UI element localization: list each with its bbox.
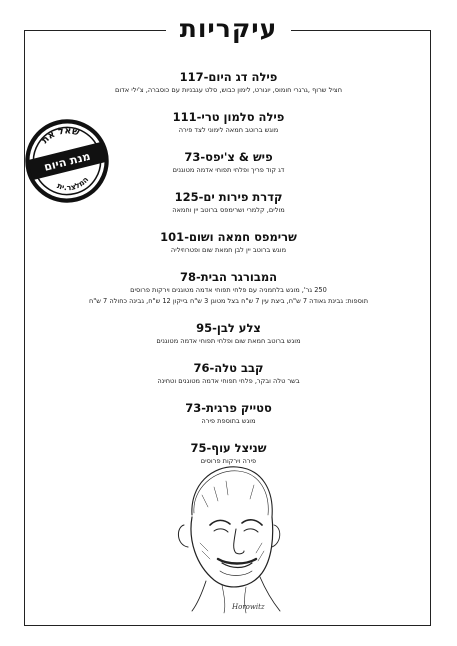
menu-item-name: המבורגר הבית-78 (179, 270, 278, 284)
menu-item-description: מולים, קלמרי ושרימפס ברוטב יין וחמאה (172, 206, 285, 214)
stamp-main-text: מנת היום (42, 149, 92, 174)
menu-item-description: 250 גר', מוגש בלחמניה עם פלחי תפוחי אדמה מטוגנים וירקות פרוסים (130, 286, 327, 294)
portrait-signature: Horowitz (232, 603, 265, 611)
menu-item-name: פילה סלמון טרי-111 (172, 110, 285, 124)
menu-item-name: סטייק פרגית-73 (185, 401, 272, 415)
menu-item-name: פיש & צ'יפס-73 (184, 150, 273, 164)
menu-item-name: קדרת פירות ים-125 (174, 190, 283, 204)
menu-title: עיקריות (166, 14, 292, 44)
title-wrapper (0, 14, 457, 44)
menu-item (28, 230, 429, 256)
stamp-top-text: שאל את (39, 125, 81, 147)
menu-item (28, 270, 429, 307)
portrait-drawing (162, 455, 292, 615)
menu-item-description: מוגש ברוטב יין לבן חמאת שום ופטרוזיליה (170, 246, 287, 254)
menu-item (28, 321, 429, 347)
menu-item-name: שניצל עוף-75 (190, 441, 267, 455)
stamp-bottom-text: המלצר.ית (55, 174, 91, 193)
menu-item-description: חציל שרוף ,גרגרי חומוס, יוגורט, לימון כבוש, סלט עגבניות עם כוסברה, צ'ילי אדום (114, 86, 343, 94)
menu-item-name: פילה דג היום-117 (179, 70, 278, 84)
menu-item-description: מוגש ברוטב חמאה לימוני לצד פירה (178, 126, 279, 134)
menu-item-name: צלע לבן-95 (196, 321, 261, 335)
menu-item (28, 401, 429, 427)
svg-text:שאל את (38, 121, 84, 148)
menu-item (28, 361, 429, 387)
svg-text:המלצר.ית (54, 174, 92, 196)
portrait-sketch (162, 455, 292, 615)
menu-item-name: קבב טלה-76 (193, 361, 264, 375)
menu-item (28, 70, 429, 96)
menu-item-description: מוגש בתוספת פירה (201, 417, 256, 425)
menu-item-description: פירה וירקות פרוסים (200, 457, 257, 465)
menu-item-extras: תוספות: גבינת גאודה 7 ש"ח, ביצת עין 7 ש"ח בצל מטוגן 3 ש"ח בייקון 12 ש"ח, גבינה כחולה 7 ש"ח (88, 297, 369, 305)
menu-item-description: מוגש ברוטב חמאת שום ופלחי תפוחי אדמה מטוגנים (156, 337, 301, 345)
menu-item-description: בשר טלה ובקר, פלחי תפוחי אדמה מטוגנים וטחינה (157, 377, 300, 385)
menu-item-description: דג קוד פריך ופלחי תפוחי אדמה מטוגנים (172, 166, 285, 174)
menu-item-name: שרימפס חמאה ושום-101 (160, 230, 297, 244)
